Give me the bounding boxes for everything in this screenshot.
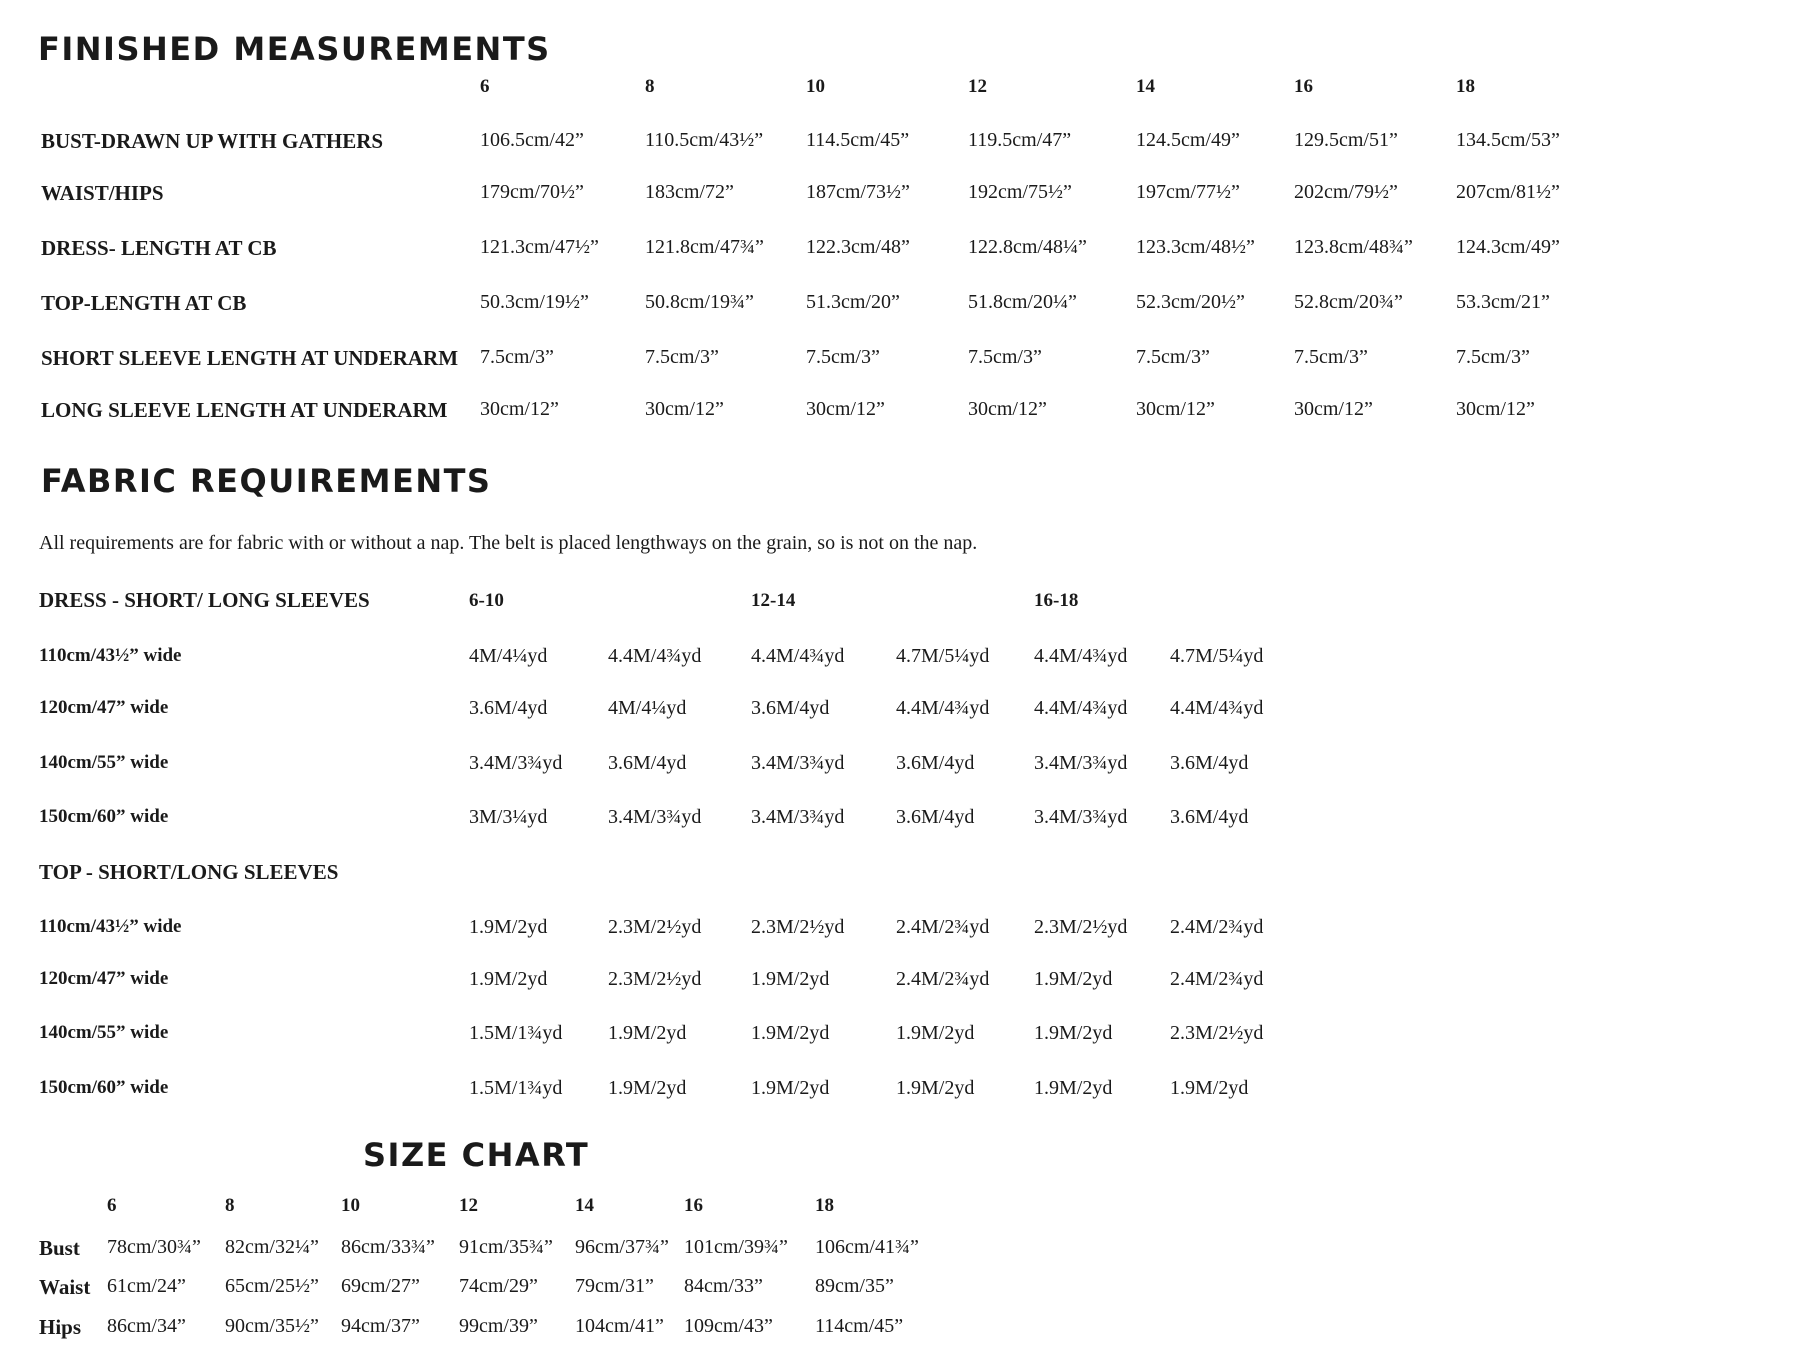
fabric-width-label: 110cm/43½” wide xyxy=(39,645,182,666)
fabric-cell: 1.9M/2yd xyxy=(751,968,830,990)
fabric-width-label: 140cm/55” wide xyxy=(39,752,169,773)
fabric-cell: 1.9M/2yd xyxy=(608,1022,687,1044)
measurement-cell: 123.3cm/48½” xyxy=(1136,236,1255,258)
size-chart-header-16: 16 xyxy=(684,1195,703,1216)
dress-section-label: DRESS - SHORT/ LONG SLEEVES xyxy=(39,588,370,612)
fabric-cell: 2.4M/2¾yd xyxy=(1170,916,1264,938)
measurement-cell: 183cm/72” xyxy=(645,181,734,203)
measurement-cell: 114.5cm/45” xyxy=(806,129,910,151)
fabric-cell: 3.4M/3¾yd xyxy=(469,752,563,774)
size-chart-cell: 78cm/30¾” xyxy=(107,1236,201,1258)
size-header-18: 18 xyxy=(1456,76,1475,97)
measurement-cell: 52.3cm/20½” xyxy=(1136,291,1245,313)
size-chart-cell: 74cm/29” xyxy=(459,1275,538,1297)
measurement-cell: 30cm/12” xyxy=(1136,398,1215,420)
size-chart-cell: 114cm/45” xyxy=(815,1315,904,1337)
fabric-cell: 4.7M/5¼yd xyxy=(1170,645,1264,667)
fabric-cell: 1.9M/2yd xyxy=(751,1022,830,1044)
measurement-label: WAIST/HIPS xyxy=(41,181,164,205)
fabric-cell: 1.9M/2yd xyxy=(896,1077,975,1099)
size-chart-cell: 79cm/31” xyxy=(575,1275,654,1297)
fabric-cell: 2.3M/2½yd xyxy=(1170,1022,1264,1044)
fabric-cell: 2.3M/2½yd xyxy=(608,916,702,938)
fabric-cell: 1.9M/2yd xyxy=(469,916,548,938)
fabric-cell: 4.7M/5¼yd xyxy=(896,645,990,667)
measurement-cell: 121.8cm/47¾” xyxy=(645,236,764,258)
fabric-cell: 3.4M/3¾yd xyxy=(751,806,845,828)
measurement-cell: 124.5cm/49” xyxy=(1136,129,1240,151)
measurement-cell: 7.5cm/3” xyxy=(645,346,719,368)
measurement-cell: 134.5cm/53” xyxy=(1456,129,1560,151)
top-section-label: TOP - SHORT/LONG SLEEVES xyxy=(39,860,339,884)
size-chart-cell: 69cm/27” xyxy=(341,1275,420,1297)
size-chart-cell: 86cm/34” xyxy=(107,1315,186,1337)
measurement-cell: 110.5cm/43½” xyxy=(645,129,764,151)
fabric-width-label: 140cm/55” wide xyxy=(39,1022,169,1043)
measurement-cell: 119.5cm/47” xyxy=(968,129,1072,151)
fabric-cell: 1.9M/2yd xyxy=(896,1022,975,1044)
fabric-cell: 3.6M/4yd xyxy=(751,697,830,719)
measurement-cell: 123.8cm/48¾” xyxy=(1294,236,1413,258)
size-chart-cell: 109cm/43” xyxy=(684,1315,773,1337)
fabric-width-label: 110cm/43½” wide xyxy=(39,916,182,937)
measurement-cell: 106.5cm/42” xyxy=(480,129,584,151)
finished-measurements-title: FINISHED MEASUREMENTS xyxy=(38,30,551,68)
measurement-cell: 207cm/81½” xyxy=(1456,181,1560,203)
measurement-cell: 50.3cm/19½” xyxy=(480,291,589,313)
fabric-cell: 4.4M/4¾yd xyxy=(751,645,845,667)
fabric-cell: 4.4M/4¾yd xyxy=(608,645,702,667)
fabric-cell: 3.6M/4yd xyxy=(469,697,548,719)
measurement-cell: 7.5cm/3” xyxy=(1456,346,1530,368)
fabric-cell: 2.4M/2¾yd xyxy=(1170,968,1264,990)
size-header-12: 12 xyxy=(968,76,987,97)
size-chart-cell: 90cm/35½” xyxy=(225,1315,319,1337)
fabric-cell: 4.4M/4¾yd xyxy=(1170,697,1264,719)
measurement-cell: 51.8cm/20¼” xyxy=(968,291,1077,313)
size-chart-label: Waist xyxy=(39,1275,91,1299)
size-chart-header-14: 14 xyxy=(575,1195,594,1216)
fabric-cell: 3.6M/4yd xyxy=(1170,752,1249,774)
size-group-header: 12-14 xyxy=(751,590,796,611)
measurement-cell: 122.3cm/48” xyxy=(806,236,910,258)
measurement-cell: 129.5cm/51” xyxy=(1294,129,1398,151)
measurement-label: LONG SLEEVE LENGTH AT UNDERARM xyxy=(41,398,448,422)
size-header-14: 14 xyxy=(1136,76,1155,97)
fabric-cell: 2.3M/2½yd xyxy=(1034,916,1128,938)
size-chart-cell: 99cm/39” xyxy=(459,1315,538,1337)
fabric-cell: 3.4M/3¾yd xyxy=(1034,752,1128,774)
measurement-cell: 179cm/70½” xyxy=(480,181,584,203)
measurement-cell: 30cm/12” xyxy=(1456,398,1535,420)
fabric-cell: 1.9M/2yd xyxy=(469,968,548,990)
measurement-cell: 30cm/12” xyxy=(645,398,724,420)
measurement-cell: 53.3cm/21” xyxy=(1456,291,1550,313)
size-chart-cell: 82cm/32¼” xyxy=(225,1236,319,1258)
size-chart-header-6: 6 xyxy=(107,1195,117,1216)
size-chart-header-18: 18 xyxy=(815,1195,834,1216)
measurement-cell: 121.3cm/47½” xyxy=(480,236,599,258)
size-chart-cell: 65cm/25½” xyxy=(225,1275,319,1297)
size-chart-label: Hips xyxy=(39,1315,82,1339)
fabric-cell: 4.4M/4¾yd xyxy=(1034,645,1128,667)
fabric-cell: 4.4M/4¾yd xyxy=(896,697,990,719)
measurement-cell: 52.8cm/20¾” xyxy=(1294,291,1403,313)
size-header-10: 10 xyxy=(806,76,825,97)
measurement-cell: 7.5cm/3” xyxy=(968,346,1042,368)
fabric-cell: 1.9M/2yd xyxy=(751,1077,830,1099)
measurement-label: BUST-DRAWN UP WITH GATHERS xyxy=(41,129,384,153)
fabric-cell: 1.9M/2yd xyxy=(1034,1077,1113,1099)
fabric-cell: 3M/3¼yd xyxy=(469,806,548,828)
fabric-cell: 3.6M/4yd xyxy=(608,752,687,774)
measurement-cell: 30cm/12” xyxy=(480,398,559,420)
fabric-cell: 3.4M/3¾yd xyxy=(608,806,702,828)
size-chart-cell: 91cm/35¾” xyxy=(459,1236,553,1258)
measurement-cell: 30cm/12” xyxy=(1294,398,1373,420)
measurement-cell: 51.3cm/20” xyxy=(806,291,900,313)
measurement-cell: 7.5cm/3” xyxy=(1136,346,1210,368)
size-chart-header-12: 12 xyxy=(459,1195,478,1216)
size-chart-label: Bust xyxy=(39,1236,80,1260)
fabric-cell: 4M/4¼yd xyxy=(608,697,687,719)
measurement-cell: 187cm/73½” xyxy=(806,181,910,203)
fabric-cell: 3.6M/4yd xyxy=(896,752,975,774)
size-chart-cell: 84cm/33” xyxy=(684,1275,763,1297)
fabric-cell: 1.5M/1¾yd xyxy=(469,1077,563,1099)
fabric-cell: 2.3M/2½yd xyxy=(608,968,702,990)
measurement-cell: 30cm/12” xyxy=(968,398,1047,420)
size-chart-cell: 101cm/39¾” xyxy=(684,1236,788,1258)
fabric-cell: 3.4M/3¾yd xyxy=(751,752,845,774)
fabric-cell: 1.9M/2yd xyxy=(1034,968,1113,990)
size-chart-cell: 61cm/24” xyxy=(107,1275,186,1297)
measurement-label: DRESS- LENGTH AT CB xyxy=(41,236,277,260)
size-header-8: 8 xyxy=(645,76,655,97)
fabric-cell: 4.4M/4¾yd xyxy=(1034,697,1128,719)
measurement-cell: 50.8cm/19¾” xyxy=(645,291,754,313)
fabric-requirements-title: FABRIC REQUIREMENTS xyxy=(41,462,492,500)
measurement-cell: 122.8cm/48¼” xyxy=(968,236,1087,258)
fabric-width-label: 120cm/47” wide xyxy=(39,697,169,718)
fabric-cell: 1.9M/2yd xyxy=(1034,1022,1113,1044)
size-chart-cell: 106cm/41¾” xyxy=(815,1236,919,1258)
measurement-cell: 197cm/77½” xyxy=(1136,181,1240,203)
measurement-cell: 7.5cm/3” xyxy=(806,346,880,368)
measurement-cell: 30cm/12” xyxy=(806,398,885,420)
size-group-header: 6-10 xyxy=(469,590,504,611)
size-header-6: 6 xyxy=(480,76,490,97)
measurement-cell: 7.5cm/3” xyxy=(1294,346,1368,368)
fabric-cell: 4M/4¼yd xyxy=(469,645,548,667)
size-header-16: 16 xyxy=(1294,76,1313,97)
fabric-cell: 3.4M/3¾yd xyxy=(1034,806,1128,828)
fabric-cell: 2.4M/2¾yd xyxy=(896,916,990,938)
measurement-cell: 124.3cm/49” xyxy=(1456,236,1560,258)
size-chart-header-8: 8 xyxy=(225,1195,235,1216)
fabric-cell: 2.4M/2¾yd xyxy=(896,968,990,990)
size-chart-cell: 89cm/35” xyxy=(815,1275,894,1297)
measurement-cell: 192cm/75½” xyxy=(968,181,1072,203)
measurement-cell: 7.5cm/3” xyxy=(480,346,554,368)
fabric-cell: 3.6M/4yd xyxy=(1170,806,1249,828)
size-chart-cell: 86cm/33¾” xyxy=(341,1236,435,1258)
measurement-cell: 202cm/79½” xyxy=(1294,181,1398,203)
size-chart-cell: 94cm/37” xyxy=(341,1315,420,1337)
fabric-cell: 3.6M/4yd xyxy=(896,806,975,828)
fabric-cell: 1.5M/1¾yd xyxy=(469,1022,563,1044)
fabric-note: All requirements are for fabric with or without a nap. The belt is placed lengthways on the grain, so is not on the nap. xyxy=(39,532,978,554)
measurement-label: TOP-LENGTH AT CB xyxy=(41,291,247,315)
size-chart-cell: 96cm/37¾” xyxy=(575,1236,669,1258)
size-group-header: 16-18 xyxy=(1034,590,1079,611)
size-chart-cell: 104cm/41” xyxy=(575,1315,664,1337)
fabric-cell: 2.3M/2½yd xyxy=(751,916,845,938)
fabric-width-label: 150cm/60” wide xyxy=(39,806,169,827)
fabric-cell: 1.9M/2yd xyxy=(608,1077,687,1099)
fabric-width-label: 120cm/47” wide xyxy=(39,968,169,989)
size-chart-header-10: 10 xyxy=(341,1195,360,1216)
fabric-width-label: 150cm/60” wide xyxy=(39,1077,169,1098)
fabric-cell: 1.9M/2yd xyxy=(1170,1077,1249,1099)
size-chart-title: SIZE CHART xyxy=(363,1136,590,1174)
measurement-label: SHORT SLEEVE LENGTH AT UNDERARM xyxy=(41,346,459,370)
